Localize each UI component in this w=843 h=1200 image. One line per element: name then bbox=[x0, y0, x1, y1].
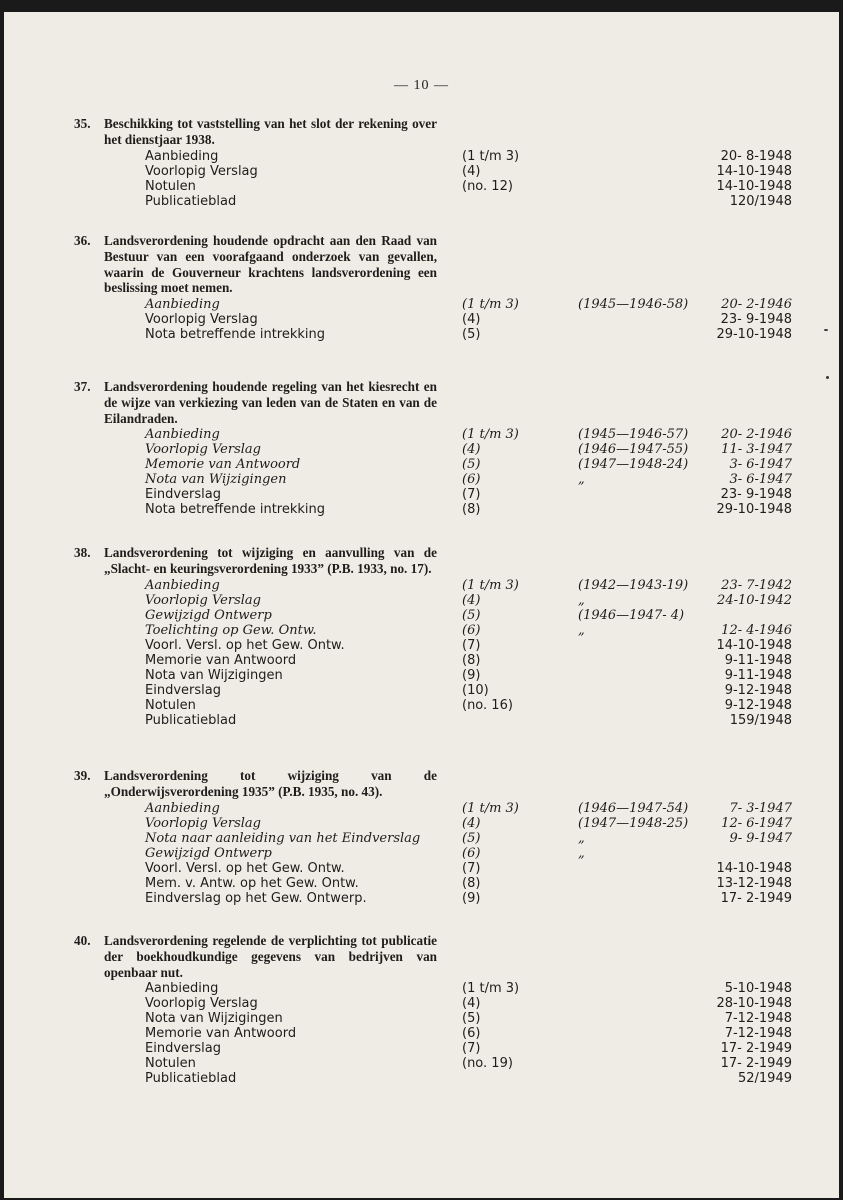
document-name: Publicatieblad bbox=[145, 712, 237, 728]
document-number: (7) bbox=[462, 487, 481, 503]
session-reference: (1947—1948-25) bbox=[578, 815, 689, 831]
document-row bbox=[66, 1071, 796, 1086]
document-name: Memorie van Antwoord bbox=[145, 457, 301, 473]
document-date: 13-12-1948 bbox=[716, 875, 792, 891]
document-number: (4) bbox=[462, 163, 481, 179]
session-reference: „ bbox=[578, 845, 585, 861]
entry-title-text: Landsverordening regelende de verplichting tot publicatie der boekhoudkundige gegevens van bedrijven van openbaar nut. bbox=[104, 933, 437, 980]
document-number: (no. 12) bbox=[462, 178, 513, 194]
document-row bbox=[66, 981, 796, 996]
document-number: (8) bbox=[462, 652, 481, 668]
document-name: Notulen bbox=[145, 697, 196, 713]
document-row bbox=[66, 831, 796, 846]
document-row bbox=[66, 472, 796, 487]
entry-40 bbox=[66, 933, 796, 1086]
page-number: — 10 — bbox=[394, 78, 449, 93]
document-row bbox=[66, 668, 796, 683]
document-row bbox=[66, 1026, 796, 1041]
document-number: (5) bbox=[462, 1011, 481, 1027]
document-date: 12- 6-1947 bbox=[721, 815, 792, 831]
document-row bbox=[66, 502, 796, 517]
document-row bbox=[66, 179, 796, 194]
session-reference: (1945—1946-57) bbox=[578, 427, 689, 443]
document-date: 14-10-1948 bbox=[716, 163, 792, 179]
document-name: Voorl. Versl. op het Gew. Ontw. bbox=[145, 637, 345, 653]
document-date: 9-11-1948 bbox=[724, 667, 792, 683]
document-date: 12- 4-1946 bbox=[721, 622, 792, 638]
document-date: 3- 6-1947 bbox=[729, 457, 792, 473]
entry-title bbox=[66, 379, 437, 426]
entry-title bbox=[66, 768, 437, 800]
document-number: (4) bbox=[462, 312, 481, 328]
document-name: Aanbieding bbox=[145, 577, 220, 593]
entry-35 bbox=[66, 116, 796, 209]
document-name: Publicatieblad bbox=[145, 193, 237, 209]
document-name: Gewijzigd Ontwerp bbox=[145, 845, 272, 861]
paper-speck bbox=[826, 376, 829, 379]
entry-documents bbox=[66, 578, 796, 728]
document-date: 14-10-1948 bbox=[716, 178, 792, 194]
entry-documents bbox=[66, 981, 796, 1086]
document-date: 24-10-1942 bbox=[717, 592, 792, 608]
document-row bbox=[66, 623, 796, 638]
document-date: 14-10-1948 bbox=[716, 860, 792, 876]
entry-title-text: Landsverordening tot wijziging en aanvulling van de „Slacht- en keuringsverordening 1933” (P.B. 1933, no. 17). bbox=[104, 545, 437, 576]
document-number: (1 t/m 3) bbox=[462, 148, 520, 164]
entry-38 bbox=[66, 545, 796, 728]
document-number: (1 t/m 3) bbox=[462, 800, 519, 816]
document-date: 23- 7-1942 bbox=[721, 577, 792, 593]
entry-36 bbox=[66, 233, 796, 342]
document-name: Toelichting op Gew. Ontw. bbox=[145, 622, 317, 638]
document-row bbox=[66, 638, 796, 653]
document-row bbox=[66, 816, 796, 831]
document-number: (6) bbox=[462, 1026, 481, 1042]
document-number: (7) bbox=[462, 860, 481, 876]
document-name: Gewijzigd Ontwerp bbox=[145, 607, 272, 623]
entry-title bbox=[66, 933, 437, 980]
document-row bbox=[66, 427, 796, 442]
document-date: 52/1949 bbox=[737, 1071, 792, 1087]
entry-documents bbox=[66, 149, 796, 209]
entry-title-text: Landsverordening houdende regeling van het kiesrecht en de wijze van verkiezing van leden van de Staten en van de Eilandraden. bbox=[104, 379, 437, 426]
entry-number: 35. bbox=[74, 116, 91, 131]
session-reference: „ bbox=[578, 592, 585, 608]
document-number: (4) bbox=[462, 592, 481, 608]
document-number: (4) bbox=[462, 442, 481, 458]
document-name: Nota betreffende intrekking bbox=[145, 502, 326, 518]
document-name: Eindverslag bbox=[145, 487, 221, 503]
document-date: 3- 6-1947 bbox=[729, 472, 792, 488]
document-row bbox=[66, 698, 796, 713]
document-row bbox=[66, 861, 796, 876]
document-number: (1 t/m 3) bbox=[462, 981, 520, 997]
document-name: Memorie van Antwoord bbox=[145, 1026, 297, 1042]
document-date: 20- 2-1946 bbox=[721, 427, 792, 443]
document-number: (7) bbox=[462, 637, 481, 653]
entry-number: 38. bbox=[74, 545, 91, 560]
entry-title-text: Landsverordening houdende opdracht aan den Raad van Bestuur van een voorafgaand onderzoek van gevallen, waarin de Gouverneur krachtens landsverordening een beslissing moet nemen. bbox=[104, 233, 437, 296]
document-row bbox=[66, 1041, 796, 1056]
document-name: Voorlopig Verslag bbox=[145, 163, 258, 179]
document-number: (7) bbox=[462, 1041, 481, 1057]
document-row bbox=[66, 442, 796, 457]
document-name: Notulen bbox=[145, 1056, 196, 1072]
document-row bbox=[66, 891, 796, 906]
document-number: (6) bbox=[462, 622, 481, 638]
document-row bbox=[66, 457, 796, 472]
entry-number: 36. bbox=[74, 233, 91, 248]
session-reference: (1945—1946-58) bbox=[578, 297, 689, 313]
document-row bbox=[66, 149, 796, 164]
document-name: Voorlopig Verslag bbox=[145, 815, 261, 831]
session-reference: (1946—1947- 4) bbox=[578, 607, 685, 623]
document-name: Aanbieding bbox=[145, 297, 220, 313]
document-row bbox=[66, 593, 796, 608]
document-number: (9) bbox=[462, 890, 481, 906]
document-name: Aanbieding bbox=[145, 981, 219, 997]
entry-title bbox=[66, 545, 437, 577]
document-row bbox=[66, 653, 796, 668]
document-row bbox=[66, 194, 796, 209]
document-date: 9-12-1948 bbox=[724, 682, 792, 698]
document-number: (5) bbox=[462, 327, 481, 343]
document-row bbox=[66, 996, 796, 1011]
document-number: (8) bbox=[462, 875, 481, 891]
entry-title-text: Landsverordening tot wijziging van de „Onderwijsverordening 1935” (P.B. 1935, no. 43). bbox=[104, 768, 437, 799]
document-date: 7-12-1948 bbox=[724, 1011, 792, 1027]
document-date: 14-10-1948 bbox=[716, 637, 792, 653]
document-name: Voorlopig Verslag bbox=[145, 442, 261, 458]
session-reference: „ bbox=[578, 622, 585, 638]
document-name: Nota van Wijzigingen bbox=[145, 667, 283, 683]
entry-number: 40. bbox=[74, 933, 91, 948]
document-date: 9- 9-1947 bbox=[729, 830, 792, 846]
document-date: 17- 2-1949 bbox=[720, 1056, 792, 1072]
document-name: Voorl. Versl. op het Gew. Ontw. bbox=[145, 860, 345, 876]
document-number: (1 t/m 3) bbox=[462, 427, 519, 443]
document-row bbox=[66, 608, 796, 623]
entry-39 bbox=[66, 768, 796, 906]
document-date: 120/1948 bbox=[729, 193, 792, 209]
paper-speck bbox=[824, 329, 828, 331]
entry-title-text: Beschikking tot vaststelling van het slot der rekening over het dienstjaar 1938. bbox=[104, 116, 437, 147]
document-date: 20- 2-1946 bbox=[721, 297, 792, 313]
document-name: Aanbieding bbox=[145, 148, 219, 164]
document-date: 17- 2-1949 bbox=[720, 1041, 792, 1057]
session-reference: „ bbox=[578, 472, 585, 488]
document-number: (no. 19) bbox=[462, 1056, 513, 1072]
entry-number: 37. bbox=[74, 379, 91, 394]
session-reference: (1947—1948-24) bbox=[578, 457, 689, 473]
document-name: Publicatieblad bbox=[145, 1071, 237, 1087]
document-number: (9) bbox=[462, 667, 481, 683]
document-row bbox=[66, 846, 796, 861]
document-date: 7-12-1948 bbox=[724, 1026, 792, 1042]
session-reference: (1946—1947-54) bbox=[578, 800, 689, 816]
entry-documents bbox=[66, 801, 796, 906]
document-row bbox=[66, 1056, 796, 1071]
document-number: (4) bbox=[462, 815, 481, 831]
session-reference: „ bbox=[578, 830, 585, 846]
document-row bbox=[66, 713, 796, 728]
document-date: 29-10-1948 bbox=[716, 502, 792, 518]
document-name: Memorie van Antwoord bbox=[145, 652, 297, 668]
document-date: 9-12-1948 bbox=[724, 697, 792, 713]
document-date: 29-10-1948 bbox=[716, 327, 792, 343]
document-date: 28-10-1948 bbox=[716, 996, 792, 1012]
document-name: Voorlopig Verslag bbox=[145, 312, 258, 328]
document-name: Nota van Wijzigingen bbox=[145, 472, 287, 488]
document-name: Voorlopig Verslag bbox=[145, 996, 258, 1012]
document-name: Eindverslag bbox=[145, 682, 221, 698]
entry-documents bbox=[66, 427, 796, 517]
entry-37 bbox=[66, 379, 796, 517]
document-number: (no. 16) bbox=[462, 697, 513, 713]
document-row bbox=[66, 876, 796, 891]
document-row bbox=[66, 327, 796, 342]
document-name: Nota van Wijzigingen bbox=[145, 1011, 283, 1027]
document-name: Mem. v. Antw. op het Gew. Ontw. bbox=[145, 875, 359, 891]
document-name: Notulen bbox=[145, 178, 196, 194]
document-date: 7- 3-1947 bbox=[729, 800, 792, 816]
document-row bbox=[66, 297, 796, 312]
document-date: 9-11-1948 bbox=[724, 652, 792, 668]
document-date: 159/1948 bbox=[729, 712, 792, 728]
document-page bbox=[4, 12, 839, 1198]
document-date: 11- 3-1947 bbox=[721, 442, 792, 458]
entry-title bbox=[66, 116, 437, 148]
document-number: (8) bbox=[462, 502, 481, 518]
document-number: (6) bbox=[462, 845, 481, 861]
document-number: (5) bbox=[462, 457, 481, 473]
document-number: (1 t/m 3) bbox=[462, 577, 519, 593]
document-date: 23- 9-1948 bbox=[720, 487, 792, 503]
document-name: Eindverslag bbox=[145, 1041, 221, 1057]
document-number: (1 t/m 3) bbox=[462, 297, 519, 313]
document-name: Aanbieding bbox=[145, 800, 220, 816]
document-name: Nota naar aanleiding van het Eindverslag bbox=[145, 830, 421, 846]
document-row bbox=[66, 578, 796, 593]
document-date: 23- 9-1948 bbox=[720, 312, 792, 328]
document-number: (5) bbox=[462, 607, 481, 623]
document-name: Nota betreffende intrekking bbox=[145, 327, 326, 343]
document-number: (6) bbox=[462, 472, 481, 488]
document-name: Aanbieding bbox=[145, 427, 220, 443]
document-number: (10) bbox=[462, 682, 489, 698]
document-number: (5) bbox=[462, 830, 481, 846]
document-name: Voorlopig Verslag bbox=[145, 592, 261, 608]
entry-title bbox=[66, 233, 437, 296]
entry-documents bbox=[66, 297, 796, 342]
document-name: Eindverslag op het Gew. Ontwerp. bbox=[145, 890, 367, 906]
document-date: 5-10-1948 bbox=[724, 981, 792, 997]
document-number: (4) bbox=[462, 996, 481, 1012]
document-date: 17- 2-1949 bbox=[720, 890, 792, 906]
document-date: 20- 8-1948 bbox=[720, 148, 792, 164]
entry-number: 39. bbox=[74, 768, 91, 783]
session-reference: (1946—1947-55) bbox=[578, 442, 689, 458]
session-reference: (1942—1943-19) bbox=[578, 577, 689, 593]
document-row bbox=[66, 683, 796, 698]
document-row bbox=[66, 487, 796, 502]
document-row bbox=[66, 801, 796, 816]
document-row bbox=[66, 312, 796, 327]
document-row bbox=[66, 164, 796, 179]
document-row bbox=[66, 1011, 796, 1026]
